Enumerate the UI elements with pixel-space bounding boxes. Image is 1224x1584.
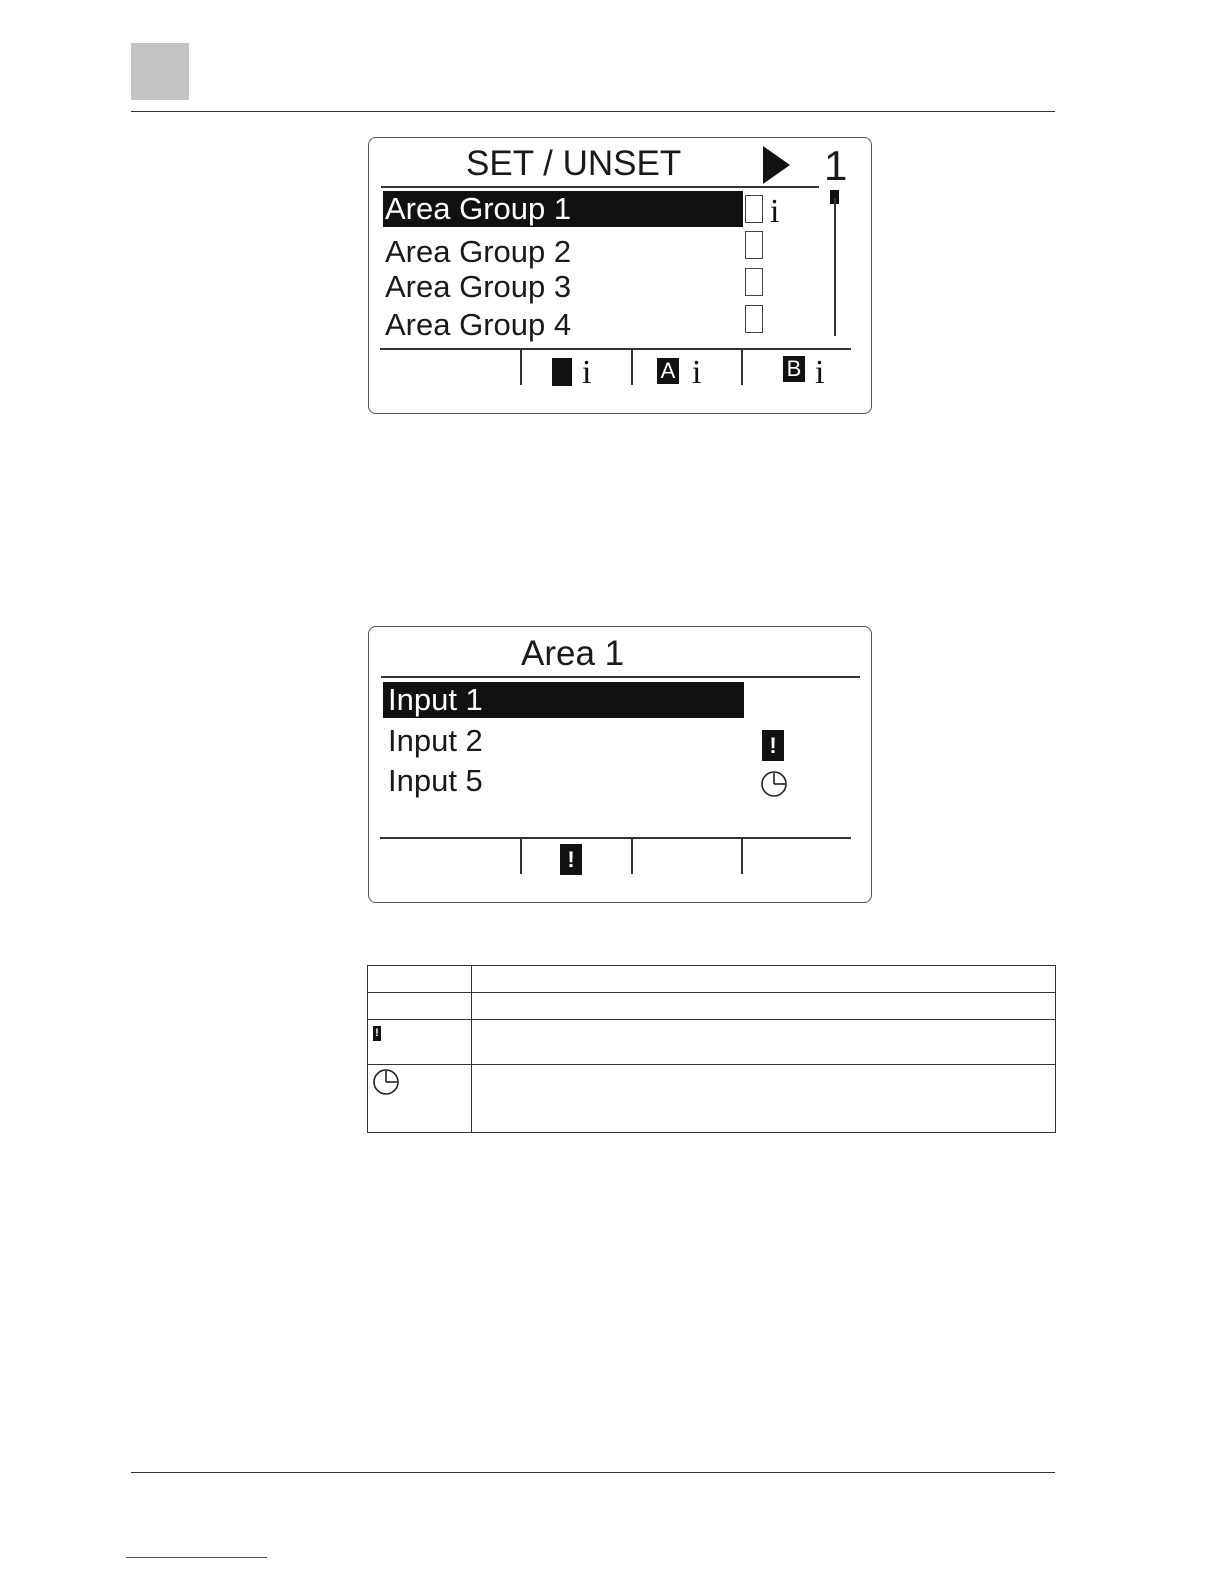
- alert-icon: !: [373, 1026, 381, 1041]
- keypad-display-set-unset: [368, 137, 872, 414]
- table-cell: [368, 966, 472, 993]
- table-row: [368, 993, 1056, 1020]
- filled-block-icon: [552, 358, 572, 386]
- function-separator: [741, 838, 743, 874]
- table-cell: [472, 1020, 1056, 1065]
- page-number: 1: [824, 142, 848, 189]
- table-cell: [472, 993, 1056, 1020]
- checkbox-area-group-1[interactable]: [745, 195, 763, 223]
- function-key-a-info[interactable]: [632, 350, 741, 390]
- screen-title: SET / UNSET: [466, 144, 682, 183]
- list-item-input-5[interactable]: Input 5: [388, 763, 483, 798]
- checkbox-area-group-2[interactable]: [745, 231, 763, 259]
- checkbox-area-group-4[interactable]: [745, 305, 763, 333]
- table-cell: [472, 1065, 1056, 1133]
- alert-icon: !: [560, 844, 582, 875]
- badge-a-icon: A: [657, 358, 679, 384]
- function-key-all-info[interactable]: [521, 350, 631, 390]
- title-rule: [381, 676, 860, 678]
- checkbox-area-group-3[interactable]: [745, 268, 763, 296]
- function-key-b-info[interactable]: [742, 350, 852, 390]
- list-item-area-group-2[interactable]: Area Group 2: [385, 234, 572, 269]
- table-row: [368, 1020, 1056, 1065]
- function-separator: [631, 838, 633, 874]
- footer-rule: [131, 1472, 1055, 1473]
- table-cell: [368, 993, 472, 1020]
- alert-icon: !: [762, 730, 784, 761]
- screen-title: Area 1: [521, 634, 625, 673]
- keypad-display-area-1: [368, 626, 872, 903]
- info-icon: i: [815, 354, 825, 391]
- table-cell: [368, 1065, 472, 1133]
- clock-icon: [760, 770, 788, 798]
- list-item-area-group-4[interactable]: Area Group 4: [385, 307, 572, 342]
- scrollbar-track[interactable]: [834, 198, 836, 336]
- title-rule: [381, 186, 819, 188]
- clock-icon: [372, 1068, 400, 1096]
- table-row: [368, 1065, 1056, 1133]
- info-icon: i: [770, 193, 780, 230]
- list-item-area-group-1[interactable]: Area Group 1: [383, 191, 743, 227]
- list-item-input-1[interactable]: Input 1: [383, 682, 744, 718]
- icon-legend-table: [367, 965, 1056, 1133]
- chapter-tab: [131, 43, 189, 100]
- table-cell: [472, 966, 1056, 993]
- list-item-area-group-3[interactable]: Area Group 3: [385, 269, 572, 304]
- header-rule: [131, 111, 1055, 112]
- function-key-alerts[interactable]: [521, 839, 631, 879]
- table-row: [368, 966, 1056, 993]
- info-icon: i: [582, 354, 592, 391]
- list-item-input-2[interactable]: Input 2: [388, 723, 483, 758]
- triangle-right-icon[interactable]: [763, 146, 791, 184]
- info-icon: i: [692, 354, 702, 391]
- footer-link-underline[interactable]: [126, 1557, 267, 1558]
- badge-b-icon: B: [783, 356, 805, 382]
- table-cell: [368, 1020, 472, 1065]
